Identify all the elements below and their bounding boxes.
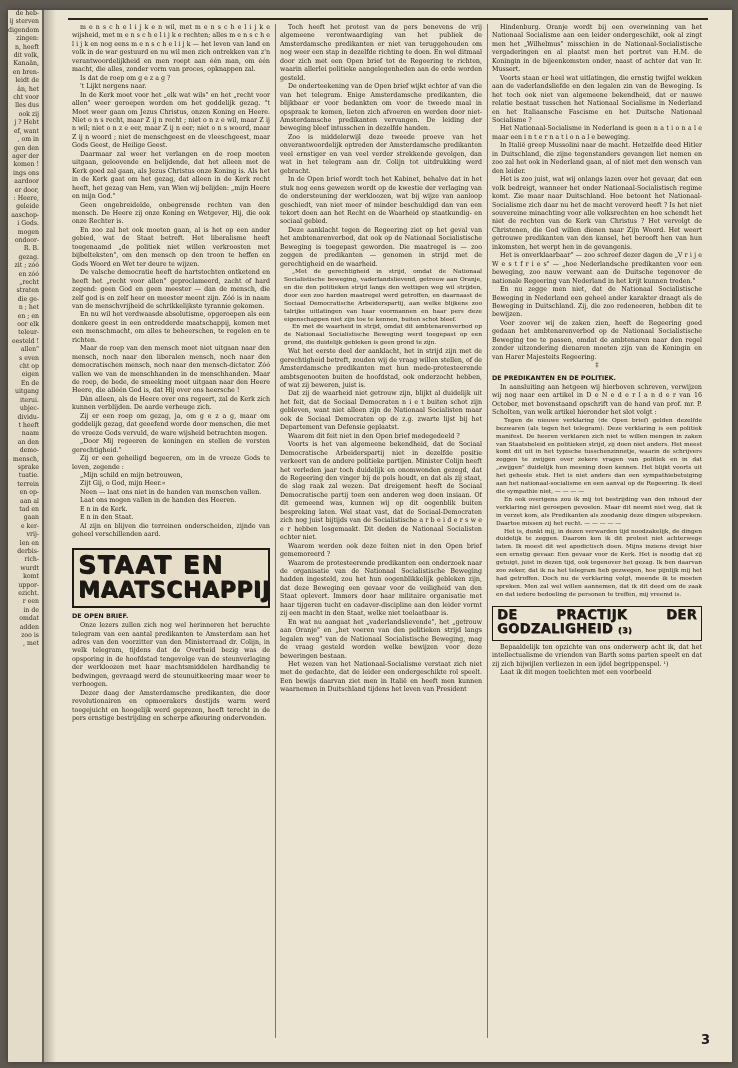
previous-page-line: eesteld !: [11, 337, 39, 345]
previous-page-line: teleur-: [18, 329, 39, 337]
previous-page-line: i Gods.: [17, 220, 39, 228]
paragraph: Tegen de nieuwe verklaring (de Open brief) gelden dezelfde bezwaren (als tegen het telegram). Deze verklaring is een politiek manifest. De heeren verklaren zich niet te willen mengen in zaken van Staatsbeleid en politieken strijd, zij doen niet anders. Het meest komt dit uit in het typische tusschenzinnetje, waarin de schrijvers zeggen te zwijgen over zekere vragen van politiek en in dat „zwijgen" duidelijk hun meening doen kennen. Het blijkt voorts uit het geheele stuk. Het is niet anders dan een sympathiebetuiging aan het nationaal-socialisme en een aanval op de Regeering. Ik deel die sympathie niet, — — — —: [496, 417, 702, 495]
previous-page-line: de heb-: [15, 10, 39, 17]
paragraph: E n in de Kerk.: [80, 505, 128, 513]
previous-page-line: mogen: [17, 228, 39, 236]
previous-page-line: aan al: [20, 497, 39, 505]
previous-page-line: iterui.: [19, 396, 39, 404]
column-3: [492, 24, 702, 1038]
previous-page-line: j ? Hebt: [14, 119, 39, 127]
previous-page-line: en ; en: [17, 312, 39, 320]
paragraph: En nu wil het verdwaasde absolutisme, opgeroepen als een donkere geest in een ontredderde maatschappij, komen met een menschmacht, om alles te beheerschen, te regelen en te richten.: [72, 311, 270, 344]
previous-page-line: adden: [19, 623, 39, 631]
column-2: [280, 24, 482, 1038]
paragraph: Waarom werden ook deze feiten niet in den Open brief gememoreerd ?: [280, 542, 482, 559]
paragraph: Laat ons mogen vallen in de handen des Heeren.: [80, 497, 237, 505]
newspaper-page: [8, 10, 732, 1062]
paragraph: De onderteekening van de Open brief wijkt echter af van die van het telegram. Enige Amsterdamsche predikanten, die blijkbaar er voor bedankten om voor de tweede maal in opspraak te komen, lieten zich afvoeren en werden door niet-Amsterdamsche predikanten vervangen. De leiding der beweging bleef intusschen in dezelfde handen.: [280, 83, 482, 133]
previous-page-line: rich-: [24, 556, 39, 564]
column-divider: [487, 24, 488, 1038]
previous-page-line: ook zij: [18, 110, 39, 118]
banner-line-1: STAAT EN: [78, 549, 224, 579]
paragraph: In Italië greep Mussolini naar de macht. Hetzelfde deed Hitler in Duitschland, die zijne tegenstanders gevangen liet nemen en zoo zal het ook in Nederland gaan, al of niet met den wensch van den leider.: [492, 142, 702, 175]
paragraph: Wat het eerste deel der aanklacht, het in strijd zijn met de gerechtigheid betreft, zouden wij de vraag willen stellen, of de Amsterdamsche predikanten met hun mede-protesteerende ambtsgenooten buiten de hoofdstad, ook onderzocht hebben, of wat zij beweren, juist is.: [280, 348, 482, 390]
previous-page-line: dit volk,: [13, 52, 39, 60]
paragraph: En zoo zal het ook moeten gaan, al is het op een ander gebied, wat de Staat betreft. Het liberalisme heeft toegenaamd „de politiek niet willen verkroosten met bijbelteksten", om den mensch op den troon te heffen en Gods Woord en Wet ter deure te wijzen.: [72, 226, 270, 268]
previous-page-line: die ge-: [17, 295, 39, 303]
previous-page-line: gezag.: [18, 253, 39, 261]
paragraph: Zij er een geheiligd begeeren, om in de vreeze Gods te leven, zegende :: [72, 455, 270, 471]
previous-page-line: sprake: [17, 463, 39, 471]
paragraph: Onze lezers zullen zich nog wel herinneren het beruchte telegram van een aantal predikanten te Amsterdam aan het adres van den voorzitter van den Ministerraad dr. Colijn, in welk telegram, tijdens dat de Overheid bezig was de opsporing in de hoofdstad tengevolge van de steunverlaging der werkloozen met haar machtsmiddelen hardhandig te bedwingen, gevraagd werd de steunuitkeering maar weer te verhoogen.: [72, 622, 270, 689]
previous-page-line: komt: [23, 573, 39, 581]
open-brief-heading: DE OPEN BRIEF.: [72, 611, 129, 620]
column-1: [72, 24, 270, 1038]
previous-page-line: t heeft: [18, 421, 39, 429]
previous-page-line: omdat: [19, 615, 39, 623]
previous-page-line: geleide: [16, 203, 39, 211]
previous-page-line: Kanaän,: [13, 60, 39, 68]
previous-page-line: naam: [21, 430, 39, 438]
previous-page-line: in de: [23, 606, 39, 614]
banner-line-2: MAATSCHAPPIJ: [78, 577, 270, 603]
paragraph: In de Kerk moet voor het „elk wat wils" en het „recht voor allen" weer geroepen worden om het goddelijk gezag. "t Moet weer gaan om Jezus Christus, onzen Koning en Heere. Niet o n s recht, maar Z ij n recht ; niet o n z e wil, maar Z ij n wil; niet o n z e eer, maar Z ij n eer; niet o n s woord, maar Z ij n woord ; niet de menschgeest en de vleeschgeest, maar Gods Geest, de Heilige Geest.: [72, 91, 270, 150]
box-title-text: DE PRACTIJK DER GODZALIGHEID: [497, 607, 697, 637]
previous-page-line: ezicht.: [18, 590, 39, 598]
previous-page-line: oor elk: [17, 321, 39, 329]
paragraph: Dezer daag der Amsterdamsche predikanten, die door revolutionairen en opmoerakers destijds warm werd toegejuicht en hoogelijk werd geprezen, heeft terecht in de pers ernstige bestrijding en scherpe afkeuring ondervonden.: [72, 689, 270, 723]
paragraph: Geen ongebreidelde, onbegrensde rechten van den mensch. De Heere zij onze Koning en Wetgever, Hij, die ook onze Rechter is.: [72, 201, 270, 226]
paragraph: Zoo is middelerwijl deze tweede proeve van het onverantwoordelijk optreden der Amsterdamsche predikanten veel ernstiger en van veel verder strekkende gevolgen, dan wat in het telegram aan dr. Colijn tot uitdrukking werd gebracht.: [280, 133, 482, 175]
paragraph: Maar de roep van den mensch moet niet uitgaan naar den mensch, noch naar den liberalen mensch, noch naar den democratischen mensch, noch naar den mensch-dictator. Zóó vallen we van de menschhanden in de menschhanden. Maar de roep, de bede, de smeeking moet uitgaan naar den Heere Heere, die alléén God is, dat Hij over ons heersche !: [72, 345, 270, 395]
previous-page-line: eigen: [21, 371, 39, 379]
previous-page-line: vrij-: [26, 531, 39, 539]
paragraph: Bepaaldelijk ten opzichte van ons onderwerp acht ik, dat het intellectualisme de vrienden van Barth soms parten speelt en dat zij zich bijwijlen verliezen in een ijdel begrippenspel. ¹): [492, 643, 702, 668]
previous-page-line: len en: [19, 539, 39, 547]
previous-page-line: en op-: [19, 489, 39, 497]
paragraph: En wat nu aangaat het „vaderlandslievende", het „getrouw aan Oranje" en „het voeren van den politieken strijd langs legalen weg" van de Nationaal Socialistische Beweging, mag de vraag gesteld worden welke bewijzen voor deze beweringen bestaan.: [280, 618, 482, 660]
previous-page-line: demo-: [19, 447, 39, 455]
previous-page-line: uitgang: [14, 388, 39, 396]
separator-mark: ‡: [595, 362, 599, 370]
previous-page-line: cht voor: [13, 94, 39, 102]
paragraph: Neen — laat ons niet in de handen van menschen vallen.: [80, 488, 262, 496]
previous-page-line: aaschop-: [11, 211, 39, 219]
previous-page-line: er door,: [14, 186, 39, 194]
gutter-shadow: [42, 10, 56, 1062]
paragraph: Het is, dunkt mij, in dezen verwarden tijd noodzakelijk, de dingen duidelijk te zeggen. Daarom kon ik dit protest niet achterwege laten. Ik moest dit wel apodictisch doen. Mijns inziens dreigt hier een ernstig gevaar. Een gevaar voor de Kerk. Het is noodig dat zij getuigt, juist in dezen tijd, ook tegenover het gezag. Ik ben daarvan zoo zeker, dat ik na het telegram heb gezwegen, hoe pijnlijk mij het had getroffen. Doch nu de verklaring volgt, meende ik te moeten spreken. Men zal wel willen aannemen, dat ik dit deed om de zaak en dat iedere bedoeling de personen te treffen, mij vreemd is.: [496, 528, 702, 598]
previous-page-line: , om in: [17, 136, 39, 144]
previous-page-line: straten: [16, 287, 39, 295]
paragraph: Voorts staan er heel wat uitlatingen, die ernstig twijfel wekken aan de vaderlandsliefde en den legalen zin van de Beweging. Is het toch ook niet van algemeene bekendheid, dat er nauwe relatie bestaat tusschen het Nationaal Socialisme in Nederland en het Italiaansche Fascisme en het Duitsche Nationaal Socialisme ?: [492, 74, 702, 124]
paragraph: Deze aanklacht tegen de Regeering ziet op het geval van het ambtenarenverbod, dat ook op de Nationaal Socialistische Beweging is toegepast geworden. Die maatregel is — zoo zeggen de predikanten — genomen in strijd met de gerechtigheid en de waarheid.: [280, 226, 482, 268]
previous-page-line: gaan: [23, 514, 39, 522]
paragraph: Is dat de roep om g e z a g ?: [80, 74, 171, 82]
previous-page-line: lles dus: [15, 102, 39, 110]
paragraph: En met de waarheid in strijd, omdat dit ambtenarenverbod op de Nationaal Socialistische Beweging werd toegepast op een grond, die duidelijk gebleken is geen grond te zijn.: [284, 324, 482, 347]
paragraph: Waarom de protesteerende predikanten een onderzoek naar de organisatie van de Nationaal Socialistische Beweging hadden ingesteld, zou het hun oogenblikkelijk gebleken zijn, dat deze Beweging een gevaar voor de veiligheid van den Staat oplevert. Immers door haar militaire organisatie met haar tijgeren tucht en cadaver-discipline aan den leider vormt zij een macht in den Staat, welke niet toelaatbaar is.: [280, 559, 482, 618]
paragraph: De valsche democratie heeft de hartstochten ontketend en heeft het „recht voor allen" geproclameerd, zacht of hard zegend: geen God en geen meester — dan de mensch, die zelf god is en zelf heer en meester meent zijn. Zóó is in naam van de menschvrijheid de schrikkelijkste tyrannie gekomen.: [72, 269, 270, 310]
box-title-number: (3): [617, 625, 633, 635]
previous-page-line: zit ; zóó: [14, 262, 39, 270]
paragraph: Zij er een roep om gezag, ja, om g e z a g, maar om goddelijk gezag, dat geeefend worde door menschen, die met de vreeze Gods vervuld, de ware wijsheid betrachten mogen.: [72, 412, 270, 437]
paragraph: Het wezen van het Nationaal-Socialisme verstaat zich niet met de gedachte, dat de leider een ondergeschikte rol speelt. Een bewijs daarvan ziet men in Italië en heeft men kunnen waarnemen in Duitschland tijdens het leven van President: [280, 660, 482, 694]
previous-page-line: „recht: [19, 279, 39, 286]
paragraph: Het is onverklaarbaar" — zoo schreef dezer dagen de „V r i j e W e s t f r i e s" — „hoe Nederlandsche predikanten voor een beweging, zoo nauw verwant aan de Duitsche tegenover de nationale Regeering van Nederland in het krijt kunnen treden.": [492, 252, 702, 285]
paragraph: „Mijn schild en mijn betrouwen,: [80, 472, 183, 480]
previous-page-line: ondoor-: [14, 236, 39, 244]
paragraph: Hindenburg. Oranje wordt bij een overwinning van het Nationaal Socialisme aan een leider ondergeschikt, ook al zingt men het „Wilhelmus" misschien in de Nationaal-Socialistische vergaderingen en al plaatst men het portret van H.M. de Koningin in de bijeenkomsten onder, naast of achter dat van Ir. Mussert.: [492, 24, 702, 74]
paragraph: Waarom dit feit niet in den Open brief medegedeeld ?: [288, 432, 460, 440]
paragraph: E n in den Staat.: [80, 514, 134, 522]
paragraph: „Door Mij regeeren de koningen en stellen de vorsten gerechtigheid.": [72, 438, 270, 454]
previous-page-line: ij sterven: [9, 18, 39, 26]
previous-page-line: aardoor: [14, 178, 39, 186]
previous-page-line: allen": [20, 346, 39, 354]
previous-page-line: zingen:: [16, 35, 39, 43]
page-number: 3: [700, 1033, 710, 1048]
previous-page-line: gen den: [13, 144, 39, 152]
previous-page-line: zoo is: [21, 632, 39, 640]
top-rule: [68, 18, 708, 20]
previous-page-line: ubjec-: [19, 405, 39, 413]
paragraph: m e n s c h e l i j k e n wil, met m e n s c h e l i j k e wijsheid, met m e n s c h e l i j k e rechten; alles m e n s c h e l i j k en nog eens m e n s c h e l i j k — het leven van land en volk in de war gestuurd en nu wil men zich ontrekken van z'n verantwoordelijkheid en men roept aan één man, om één macht, die alles, zonder vorm van proces, opknappen zal.: [72, 24, 270, 74]
paragraph: Voorts is het van algemeene bekendheid, dat de Sociaal Democratische Arbeiderspartij niet in dezelfde positie verkeert van de andere politieke partijen. Minister Colijn heeft het verleden jaar toch duidelijk en onomwonden gezegd, dat de Regeering den vinger bij de pols houdt, en dat als zij staat, de slag raak zal wezen. Dat dreigement heeft de Sociaal Democratische partij toen een anderen weg doen insiaan. Of dit gemeend was, kunnen wij op dit oogenblik buiten bespreking laten. Wel staat vast, dat de Sociaal-Democraten zich nog juist bijtijds van de Socialistische a r b e i d e r s w e e r hebben losgemaakt. Dit deden de Nationaal Socialisten echter niet.: [280, 441, 482, 542]
paragraph: En ook overigens zou ik mij tot bestrijding van den inhoud der verklaring niet geroepen gevoelen. Maar dit neemt niet weg, dat ik in verzet kom, als Predikanten als zoodanig deze dingen uitspreken. Daartoe missen zij het recht. — — — — —: [496, 496, 702, 527]
paragraph: Het Nationaal-Socialisme in Nederland is geen n a t i o n a l e maar een i n t e r n a t i o n a l e beweging.: [492, 125, 702, 141]
practijk-box-title: [492, 606, 702, 641]
column-divider: [275, 24, 276, 1038]
paragraph: Zijt Gij, o God, mijn Heer.«: [80, 480, 166, 488]
section-banner: [72, 548, 270, 608]
previous-page-line: tuatie.: [18, 472, 39, 480]
previous-page-line: n ; het: [18, 304, 39, 312]
previous-page-line: s even: [19, 354, 39, 362]
previous-page-line: R. B.: [23, 245, 39, 253]
previous-page-line: komen !: [13, 161, 39, 169]
previous-page-line: ings ons: [13, 169, 39, 177]
previous-page-line: en bren-: [12, 68, 39, 76]
previous-page-line: r een: [22, 598, 39, 606]
paragraph: Het is zoo juist, wat wij onlangs lazen over het gevaar, dat een volk bedreigt, wanneer het onder Nationaal-Socialistisch regime komt. Zie maar naar Duitschland. Hoe betoont het Nationaal-Socialisme zich daar nu het de macht veroverd heeft ? Is het niet souvereine minachting voor alle volksrechten en hoe schendt het niet de rechten van de Kerk van Christus ? Het vervolgt de Christenen, die God willen dienen naar Zijn Woord. Het weert getrouwe predikanten van den kansel, het berooft hen van hun inkomsten, het werpt hen in de gevangenis.: [492, 176, 702, 251]
previous-page-line: En de: [20, 379, 39, 387]
paragraph: In aansluiting aan hetgeen wij hierboven schreven, verwijzen wij nog naar een artikel in D e N e d e r l a n d e r van 16 October, met bovenstaand opschrift van de hand van prof. mr. P. Scholten, van welk artikel hieronder het slot volgt :: [492, 384, 702, 417]
previous-page-line: n, heeft: [14, 43, 39, 51]
paragraph: Daarmaar zal weer het verlangen en de roep moeten uitgaan, geloovende en belijdende, dat het alleen met de Kerk goed zal gaan, als Jezus Christus onze Koning is. Als het in de Kerk gaat om het gezag, dat alleen in de Kerk recht heeft, het gezag van Hem, van Wien wij belijden: „mijn Heere en mijn God.": [72, 150, 270, 201]
paragraph: Laat ik dit mogen toelichten met een voorbeeld: [500, 669, 652, 677]
previous-page-line: wurdt: [20, 564, 39, 572]
paragraph: „Met de gerechtigheid in strijd, omdat de Nationaal Socialistische beweging, vaderlandslievend, getrouw aan Oranje, en die den politieken strijd langs den wettigen weg wil strijden, door een zoo harden maatregel werd getroffen, en daarnaast de Sociaal Democratische Arbeiderspartij, aan welke blijkens zoo talrijke uitlatingen van haar voormannen en haar pers deze eigenschappen niet zijn toe te kennen, buiten schot bleef.: [284, 269, 482, 323]
paragraph: Al zijn en blijven die terreinen onderscheiden, zijnde van geheel verschillenden aard.: [72, 522, 270, 539]
previous-page-edge: [8, 10, 44, 1062]
paragraph: Toch heeft het protest van de pers benevens de vrij algemeene verontwaardiging van het publiek de Amsterdamsche predikanten er niet van teruggehouden om nog weer een stap in dezelfde richting te doen. En wel ditmaal door zich met een Open brief tot de Regeering te richten, waarin allerlei politieke aangelegenheden aan de orde worden gesteld.: [280, 24, 482, 82]
previous-page-line: mensch,: [12, 455, 39, 463]
previous-page-line: tad en: [19, 505, 39, 513]
previous-page-line: digendom: [8, 26, 40, 34]
previous-page-line: en zóó: [18, 270, 39, 278]
paragraph: Voor zoover wij de zaken zien, heeft de Regeering goed gedaan het ambtenarenverbod op de Nationaal Socialistische Beweging toe te passen, omdat de ambtenaren naar den regel zonder uitzondering dienaren moeten zijn van de Koningin en van Harer Majesteits Regeering.: [492, 319, 702, 361]
paragraph: En nu zegge men niet, dat de Nationaal Socialistische Beweging in Nederland een geheel ander karakter draagt als de Beweging in Duitschland. Zij, die zoo redeneeren, hebben dit te bewijzen.: [492, 286, 702, 319]
paragraph: In de Open brief wordt toch het Kabinet, behalve dat in het stuk nog eens gewezen wordt op de kwestie der verlaging van de ondersteuning der werkloozen, wat bij wijze van aanloop geschiedt, van niet meer of minder beschuldigd dan van een tekort doen aan het Recht en de Waarheid op staatkundig- en sociaal gebied.: [280, 176, 482, 226]
previous-page-line: ager der: [12, 152, 39, 160]
paragraph: Dàn alleen, als de Heere over ons regeert, zal de Kerk zich kunnen verblijden. De aarde verheuge zich.: [72, 395, 270, 412]
previous-page-line: : Heere,: [13, 194, 39, 202]
previous-page-line: ân, het: [17, 85, 39, 93]
previous-page-line: e ker-: [20, 522, 39, 530]
predikanten-heading: DE PREDIKANTEN EN DE POLITIEK.: [492, 373, 616, 382]
paragraph: 't Lijkt nergens naar.: [80, 83, 147, 91]
paragraph: Dat zij de waarheid niet getrouw zijn, blijkt al duidelijk uit het feit, dat de Sociaal Democraten n i e t buiten schot zijn gebleven, want niet alleen zijn de Nationaal Socialisten maar ook de Sociaal Democraten op de z.g. zwarte lijst bij het Departement van Defensie geplaatst.: [280, 390, 482, 432]
previous-page-line: dividu-: [17, 413, 39, 421]
previous-page-line: ef, want: [13, 127, 39, 135]
previous-page-line: , met: [23, 640, 39, 648]
previous-page-line: uppor-: [18, 581, 39, 589]
previous-page-line: cht op: [19, 363, 39, 371]
previous-page-line: terrein: [17, 480, 39, 488]
previous-page-line: leidt de: [15, 77, 39, 85]
previous-page-line: an den: [17, 438, 39, 446]
previous-page-line: derbis-: [17, 548, 39, 555]
